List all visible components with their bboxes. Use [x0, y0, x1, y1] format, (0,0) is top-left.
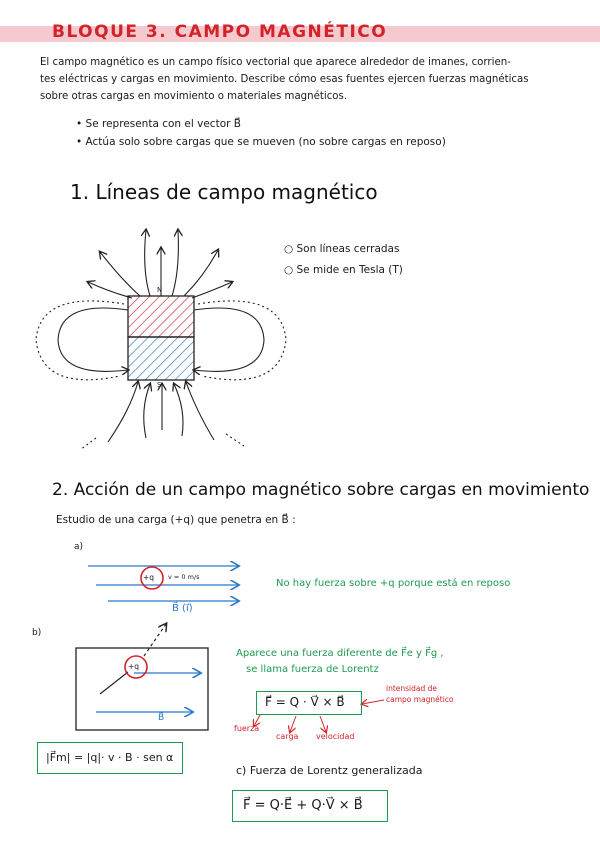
section-2-heading: 2. Acción de un campo magnético sobre cargas en movimiento: [52, 480, 590, 500]
case-a-field-label: B⃗ (i⃗): [172, 603, 193, 614]
force-label: fuerza: [234, 724, 260, 733]
modulus-formula: |F⃗m| = |q|· v · B · sen α: [46, 751, 174, 764]
section-1-heading: 1. Líneas de campo magnético: [70, 180, 378, 204]
bullet-item: • Se representa con el vector B⃗: [76, 118, 241, 130]
lorentz-formula: F⃗ = Q · V⃗ × B⃗: [265, 695, 345, 709]
lorentz-formula-box: [256, 691, 362, 715]
case-a-note: No hay fuerza sobre +q porque está en reposo: [276, 578, 511, 589]
bullet-item: • Actúa solo sobre cargas que se mueven (no sobre cargas en reposo): [76, 136, 446, 148]
case-b-charge-label: +q: [128, 662, 140, 671]
intro-line-3: sobre otras cargas en movimiento o materiales magnéticos.: [40, 91, 348, 102]
lorentz-note-1: Aparece una fuerza diferente de F⃗e y F⃗g ,: [236, 648, 444, 659]
bullet-text: Se representa con el vector B⃗: [85, 118, 241, 130]
field-point: ○ Se mide en Tesla (T): [284, 264, 403, 276]
field-lines-sides: [36, 301, 286, 380]
case-c-label: c) Fuerza de Lorentz generalizada: [236, 764, 423, 777]
field-lines-south: [108, 382, 214, 442]
magnet-south-pole: [128, 337, 194, 380]
lorentz-note-2: se llama fuerza de Lorentz: [246, 664, 379, 675]
intensity-label-2: campo magnético: [386, 695, 454, 704]
general-lorentz-box: [232, 790, 388, 822]
case-a-velocity: v = 0 m/s: [168, 573, 200, 581]
charge-label: carga: [276, 732, 299, 741]
magnet-north-pole: [128, 296, 194, 337]
case-b-field-region: [76, 648, 208, 730]
bullet-text: Actúa solo sobre cargas que se mueven (no sobre cargas en reposo): [85, 136, 446, 148]
case-b-label: b): [32, 628, 42, 638]
case-b-field-lines: [96, 673, 200, 712]
case-a-charge-label: +q: [143, 573, 155, 582]
intensity-label-1: intensidad de: [386, 684, 438, 693]
intro-line-1: El campo magnético es un campo físico vectorial que aparece alrededor de imanes, corrien-: [40, 57, 511, 68]
field-point: ○ Son líneas cerradas: [284, 243, 400, 255]
intro-line-2: tes eléctricas y cargas en movimiento. Describe cómo esas fuentes ejercen fuerzas magnéticas: [40, 74, 529, 85]
case-a-label: a): [74, 542, 84, 552]
field-point-text: Son líneas cerradas: [296, 243, 400, 255]
page-title: BLOQUE 3. CAMPO MAGNÉTICO: [52, 22, 388, 42]
modulus-formula-box: [37, 742, 183, 774]
case-a-field-lines: [88, 566, 238, 601]
section-2-subtitle: Estudio de una carga (+q) que penetra en B⃗ :: [56, 514, 296, 526]
general-lorentz-formula: F⃗ = Q·E⃗ + Q·V⃗ × B⃗: [243, 798, 363, 813]
pole-s-label: S: [157, 381, 162, 389]
pole-n-label: N: [157, 286, 163, 294]
field-point-text: Se mide en Tesla (T): [296, 264, 403, 276]
case-b-field-label: B⃗: [158, 713, 165, 723]
velocity-label: velocidad: [316, 732, 355, 741]
